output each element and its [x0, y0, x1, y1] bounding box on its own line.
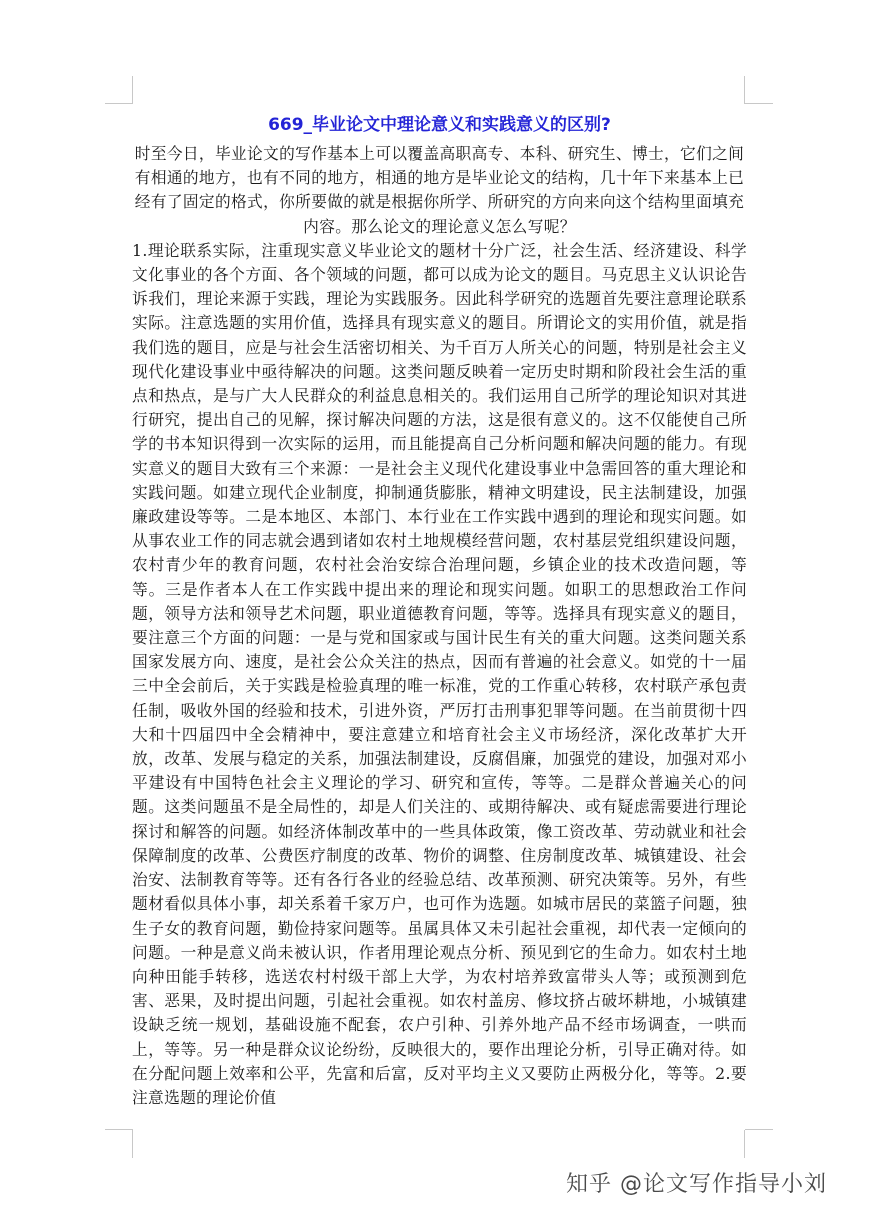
crop-mark-top-left-h	[105, 103, 133, 104]
crop-mark-bottom-right-h	[745, 1129, 773, 1130]
zhihu-watermark: 知乎 @论文写作指导小刘	[566, 1172, 827, 1197]
crop-mark-bottom-right-v	[744, 1130, 745, 1158]
intro-paragraph: 时至今日，毕业论文的写作基本上可以覆盖高职高专、本科、研究生、博士，它们之间有相通的地方，也有不同的地方，相通的地方是毕业论文的结构，几十年下来基本上已经有了固定的格式，你所要做的就是根据你所学、所研究的方向来向这个结构里面填充内容。那么论文的理论意义怎么写呢？	[134, 144, 745, 236]
crop-mark-top-right-h	[745, 103, 773, 104]
document-title: 669_毕业论文中理论意义和实践意义的区别?	[268, 115, 611, 135]
crop-mark-top-left-v	[132, 76, 133, 104]
crop-mark-bottom-left-h	[105, 1129, 133, 1130]
crop-mark-bottom-left-v	[132, 1130, 133, 1158]
document-page	[132, 112, 747, 1110]
crop-mark-top-right-v	[744, 76, 745, 104]
body-paragraph: 1.理论联系实际，注重现实意义毕业论文的题材十分广泛，社会生活、经济建设、科学文化事业的各个方面、各个领域的问题，都可以成为论文的题目。马克思主义认识论告诉我们，理论来源于实践，理论为实践服务。因此科学研究的选题首先要注意理论联系实际。注意选题的实用价值，选择具有现实意义的题目。所谓论文的实用价值，就是指我们选的题目，应是与社会生活密切相关、为千百万人所关心的问题，特别是社会主义现代化建设事业中亟待解决的问题。这类问题反映着一定历史时期和阶段社会生活的重点和热点，是与广大人民群众的利益息息相关的。我们运用自己所学的理论知识对其进行研究，提出自己的见解，探讨解决问题的方法，这是很有意义的。这不仅能使自己所学的书本知识得到一次实际的运用，而且能提高自己分析问题和解决问题的能力。有现实意义的题目大致有三个来源：一是社会主义现代化建设事业中急需回答的重大理论和实践问题。如建立现代企业制度，抑制通货膨胀，精神文明建设，民主法制建设，加强廉政建设等等。二是本地区、本部门、本行业在工作实践中遇到的理论和现实问题。如从事农业工作的同志就会遇到诸如农村土地规模经营问题，农村基层党组织建设问题，农村青少年的教育问题，农村社会治安综合治理问题，乡镇企业的技术改造问题，等等。三是作者本人在工作实践中提出来的理论和现实问题。如职工的思想政治工作问题，领导方法和领导艺术问题，职业道德教育问题，等等。选择具有现实意义的题目，要注意三个方面的问题：一是与党和国家或与国计民生有关的重大问题。这类问题关系国家发展方向、速度，是社会公众关注的热点，因而有普遍的社会意义。如党的十一届三中全会前后，关于实践是检验真理的唯一标准，党的工作重心转移，农村联产承包责任制，吸收外国的经验和技术，引进外资，严厉打击刑事犯罪等问题。在当前贯彻十四大和十四届四中全会精神中，要注意建立和培育社会主义市场经济，深化改革扩大开放，改革、发展与稳定的关系，加强法制建设，反腐倡廉，加强党的建设，加强对邓小平建设有中国特色社会主义理论的学习、研究和宣传，等等。二是群众普遍关心的问题。这类问题虽不是全局性的，却是人们关注的、或期待解决、或有疑虑需要进行理论探讨和解答的问题。如经济体制改革中的一些具体政策，像工资改革、劳动就业和社会保障制度的改革、公费医疗制度的改革、物价的调整、住房制度改革、城镇建设、社会治安、法制教育等等。还有各行各业的经验总结、改革预测、研究决策等。另外，有些题材看似具体小事，却关系着千家万户，也可作为选题。如城市居民的菜篮子问题，独生子女的教育问题，勤俭持家问题等。虽属具体又未引起社会重视，却代表一定倾向的问题。一种是意义尚未被认识，作者用理论观点分析、预见到它的生命力。如农村土地向种田能手转移，选送农村村级干部上大学，为农村培养致富带头人等；或预测到危害、恶果，及时提出问题，引起社会重视。如农村盖房、修坟挤占破坏耕地，小城镇建设缺乏统一规划，基础设施不配套，农户引种、引养外地产品不经市场调查，一哄而上，等等。另一种是群众议论纷纷，反映很大的，要作出理论分析，引导正确对待。如在分配问题上效率和公平，先富和后富，反对平均主义又要防止两极分化，等等。2.要注意选题的理论价值	[132, 240, 747, 1107]
